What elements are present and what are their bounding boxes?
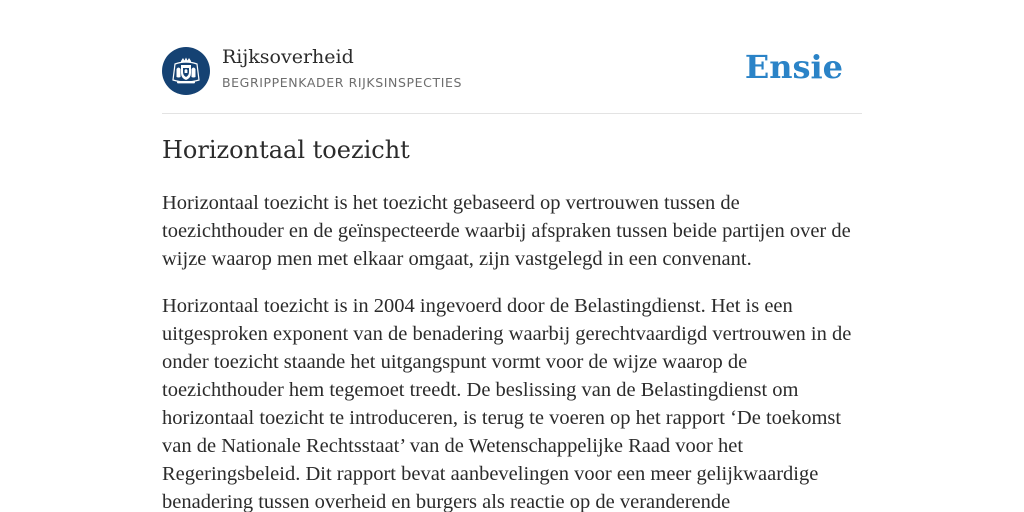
site-header — [162, 46, 862, 96]
article-body — [162, 189, 862, 512]
page-title: Horizontaal toezicht — [162, 136, 410, 164]
brand-logo[interactable]: Ensie — [744, 48, 843, 86]
header-divider — [162, 113, 862, 114]
page — [162, 0, 862, 512]
paragraph-history: Horizontaal toezicht is in 2004 ingevoerd door de Belastingdienst. Het is een uitgesproken exponent van de benadering waarbij gerechtvaardigd vertrouwen in de onder toezicht staande het uitgangspunt vormt voor de wijze waarop de toezichthouder hem tegemoet treedt. De beslissing van de Belastingdienst om horizontaal toezicht te introduceren, is terug te voeren op het rapport ‘De toekomst van de Nationale Rechtsstaat’ van de Wetenschappelijke Raad voor het Regeringsbeleid. Dit rapport bevat aanbevelingen voor een meer gelijkwaardige benadering tussen overheid en burgers als reactie op de veranderende — [162, 295, 852, 512]
paragraph-definition: Horizontaal toezicht is het toezicht gebaseerd op vertrouwen tussen de toezichthouder en de geïnspecteerde waarbij afspraken tussen beide partijen over de wijze waarop men met elkaar omgaat, zijn vastgelegd in een convenant. — [162, 192, 851, 270]
org-name[interactable]: Rijksoverheid — [222, 46, 354, 68]
org-subtitle: BEGRIPPENKADER RIJKSINSPECTIES — [222, 75, 463, 90]
coat-of-arms-icon[interactable] — [162, 47, 210, 95]
